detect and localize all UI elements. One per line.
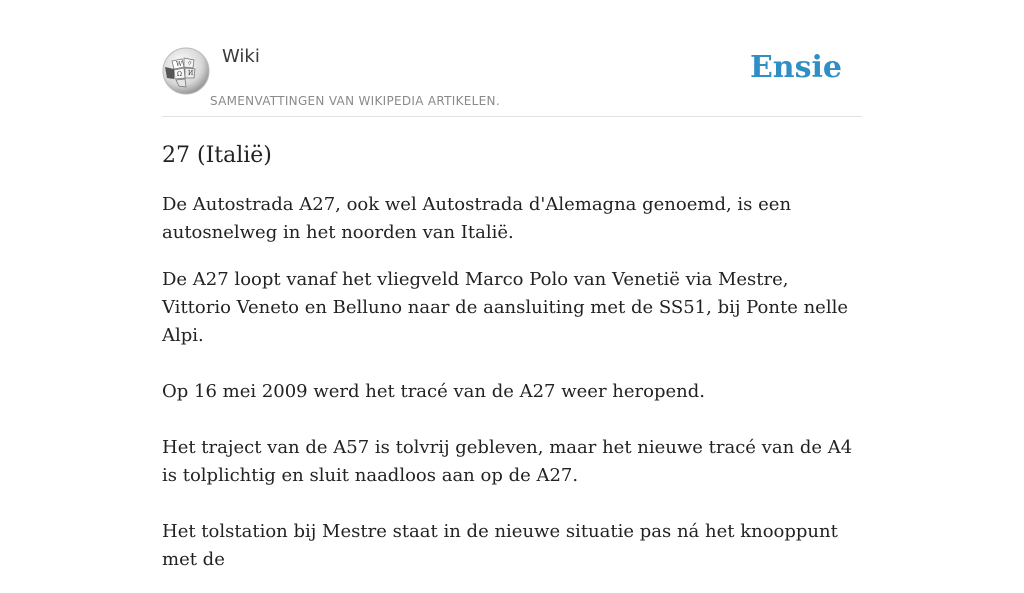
svg-text:И: И bbox=[188, 70, 194, 77]
article-title: 27 (Italië) bbox=[162, 143, 272, 168]
site-tagline: SAMENVATTINGEN VAN WIKIPEDIA ARTIKELEN. bbox=[210, 94, 500, 108]
article-paragraph: Het traject van de A57 is tolvrij gebleven, maar het nieuwe tracé van de A4 is tolplichtig en sluit naadloos aan op de A27. bbox=[162, 437, 853, 486]
article-paragraph: Op 16 mei 2009 werd het tracé van de A27 weer heropend. bbox=[162, 381, 705, 402]
page bbox=[162, 0, 862, 593]
article-paragraph: De A27 loopt vanaf het vliegveld Marco Polo van Venetië via Mestre, Vittorio Veneto en Belluno naar de aansluiting met de SS51, bij Ponte nelle Alpi. bbox=[162, 269, 848, 346]
article-body bbox=[162, 191, 862, 574]
wikipedia-globe-icon[interactable] bbox=[162, 47, 210, 95]
article-paragraph: Het tolstation bij Mestre staat in de nieuwe situatie pas ná het knooppunt met de bbox=[162, 521, 838, 570]
svg-text:W: W bbox=[176, 61, 183, 68]
ensie-brand-link[interactable]: Ensie bbox=[749, 50, 842, 85]
svg-text:Ω: Ω bbox=[177, 71, 182, 78]
site-name[interactable]: Wiki bbox=[222, 46, 260, 67]
site-header bbox=[162, 0, 862, 117]
svg-text:ウ: ウ bbox=[187, 61, 193, 67]
article-paragraph: De Autostrada A27, ook wel Autostrada d'Alemagna genoemd, is een autosnelweg in het noorden van Italië. bbox=[162, 194, 792, 243]
